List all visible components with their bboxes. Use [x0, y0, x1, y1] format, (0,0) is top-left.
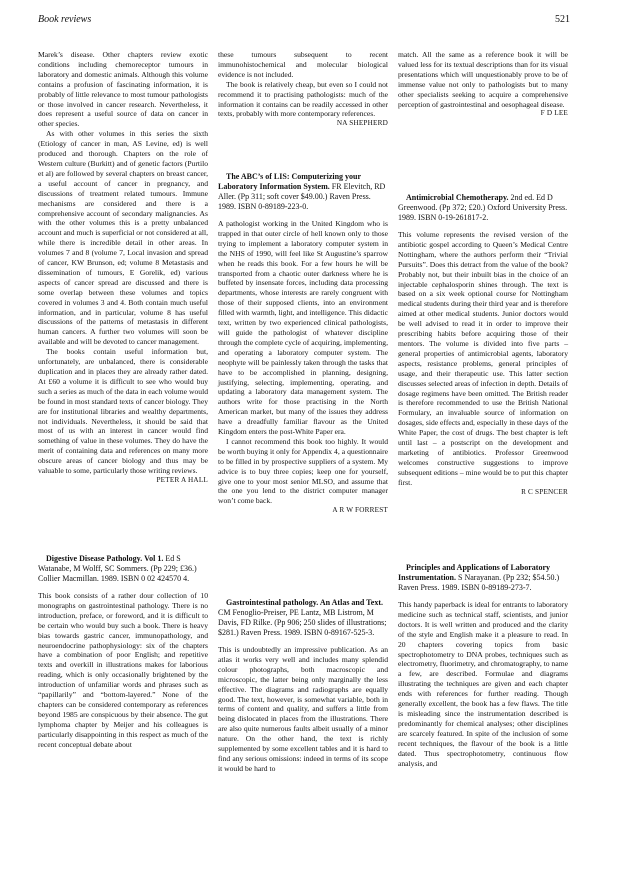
book-title: Antimicrobial Chemotherapy.	[406, 193, 509, 202]
body-paragraph: This volume represents the revised version of the antibiotic gospel according to Queen’s Medical Centre Nottingham, where the authors perform their “Trivial Pursuits”. Does this detract from the value of the book? Probably not, but their inbuilt bias in the choice of an injectable cephalosporin shines through. The text is based on a six week optional course for Nottingham medical students during their third year and is therefore aimed at other medical students. Junior doctors would be well advised to read it in order to improve their prescribing habits before acquiring those of their mentors. The volume is divided into five parts – general properties of antimicrobial agents, laboratory aspects, resistance problems, general principles of usage, and their therapeutic use. This latter section discusses selected areas of infection in depth. Details of dosage regimens have been omitted. The British reader is therefore recommended to use the British National Formulary, an invaluable source of information on dosages, side effects and, especially in these days of the White Paper, the cost of drugs. The best chapter is left until last – a postscript on the development and marketing of antibiotics. Professor Greenwood welcomes constructive suggestions to improve subsequent editions – mine would be to put this chapter first.	[398, 230, 568, 487]
book-reference: FR Elevitch, RD Aller. (Pp 311; soft cover $49.00.) Raven Press. 1989. ISBN 0-89189-223-0.	[218, 182, 386, 211]
review-heading	[38, 554, 208, 584]
review-heading	[398, 563, 568, 593]
body-paragraph: A pathologist working in the United Kingdom who is trapped in that outer circle of hell known only to those trying to implement a laboratory computer system in the NHS of 1990, will feel like St Augustine’s sparrow when he reads this book. For a few hours he will be transported from a chaotic outer darkness where he is buffeted by insensate forces, including data processing departments, whose interests are rarely congruent with those of their supposed clients, into an environment filled with warmth, light, and intelligence. This didactic text, written by two experienced clinical pathologists, will guide the pathologist of whatever discipline through the complete cycle of acquiring, implementing, and operating a laboratory computer system. The neophyte will be painlessly taken through the tasks that have to be accomplished in planning, designing, justifying, selecting, implementing, operating, and updating a laboratory data management system. The authors write for those practising in the North American market, but many of the issues they address have a dreadfully familiar flavour as the United Kingdom enters the post-White Paper era.	[218, 219, 388, 437]
body-paragraph: This is undoubtedly an impressive publication. As an atlas it works very well and includes many splendid colour photographs, both macroscopic and microscopic, the latter being only marginally the less effective. The diagrams and radiographs are equally good. The text, however, is somewhat variable, both in terms of content and quality, and suffers a little from being dislocated in places from the illustrations. There are also quite numerous faults albeit usually of a minor nature. On the other hand, the text is richly supplemented by some excellent tables and it is hard to find any serious omissions: indeed in terms of its scope it would be hard to	[218, 645, 388, 773]
book-title: Digestive Disease Pathology. Vol 1.	[46, 554, 164, 563]
book-reference: Ed S Watanabe, M Wolff, SC Sommers. (Pp 229; £36.) Collier Macmillan. 1989. ISBN 0 02 424570 4.	[38, 554, 197, 583]
review-heading	[218, 172, 388, 212]
body-paragraph: This book consists of a rather dour collection of 10 monographs on gastrointestinal pathology. There is no introduction, preface, or foreword, and it is difficult to be certain who would buy such a book. There is heavy bias towards gastric cancer, immunopathology, and neuroendocrine pathophysiology: six of the chapters have a combination of poor English; and repetitive texts and overkill in illustrations makes for laborious reading, which is only occasionally brightened by the introduction of unfamiliar words and phrases such as “papillarily” and “bottom-layered.” None of the chapters can be considered contemporary as references beyond 1985 are conspicuous by their absence. The gut lymphoma chapter by Meijer and his colleagues is particularly disappointing in this respect as much of the recent conceptual debate about	[38, 591, 208, 749]
body-paragraph: This handy paperback is ideal for entrants to laboratory medicine such as technical staff, scientists, and junior doctors. It is well written and produced and the clarity of the style and English make it a pleasure to read. In 20 chapters covering topics from basic spectrophotometry to DNA probes, techniques such as electrometry, fluorimetry, and chromatography, to name a few, are described. Formulae and diagrams illustrating the techniques are given and each chapter ends with references for further reading. Though generally excellent, the book has a few flaws. The title is misleading since the instrumentation described is predominantly for chemical analyses; other disciplines are scarcely featured. In spite of the inclusion of some recent techniques, the flavour of the book is a little dated. Thus spectrophotometry, continuous flow analysis, and	[398, 600, 568, 768]
book-reference: CM Fenoglio-Preiser, PE Lantz, MB Listrom, M Davis, FD Rilke. (Pp 906; 250 slides of illustrations; $281.) Raven Press. 1989. ISBN 0-89167-525-3.	[218, 608, 387, 637]
running-header: Book reviews	[38, 14, 92, 25]
review-heading	[218, 598, 388, 638]
column-1	[38, 50, 208, 486]
column-2-review	[218, 172, 388, 516]
column-3-review-2	[398, 563, 568, 768]
column-1-review	[38, 554, 208, 750]
book-reference: S Narayanan. (Pp 232; $54.50.) Raven Press. 1989. ISBN 0-89189-273-7.	[398, 573, 560, 592]
body-paragraph: Marek’s disease. Other chapters review exotic conditions including chemoreceptor tumours in laboratory and domestic animals. Although this volume contains a profusion of fascinating information, it is probably of little relevance to most tumour pathologists or those involved in cancer research. Nevertheless, it does represent a useful source of data on cancer in other species.	[38, 50, 208, 129]
body-paragraph: As with other volumes in this series the sixth (Etiology of cancer in man, AS Levine, ed) is well produced and thorough. Chapters on the role of Western culture (Burkitt) and of genetic factors (Purtilo et al) are followed by several chapters on breast cancer, a useful account of cancer in pregnancy, and discussions of treatment related tumours. Immune mechanisms are considered and there is a comprehensive account of secondary malignancies. As with the other volumes this is a pretty unbalanced account and much is superficial or not considered at all, while there is incredible detail in other areas. In volumes 7 and 8 (volume 7, Local invasion and spread of cancer, KW Brunson, ed; volume 8 Metastasis and dissemination of tumours, E Gorelik, ed) various aspects of cancer spread are discussed and there is some overlap between these volumes and topics covered in volumes 3 and 4. Both contain much useful information, and in particular, volume 8 has useful discussions of the patterns of metastasis in different human cancers. A further two volumes will soon be available and will be devoted to cancer management.	[38, 129, 208, 347]
body-paragraph: I cannot recommend this book too highly. It would be worth buying it only for Appendix 4, a questionnaire to be filled in by prospective suppliers of a system. My advice is to buy three copies; keep one for yourself, give one to your most senior MLSO, and assume that the one you lend to the district computer manager won’t come back.	[218, 436, 388, 506]
page-number: 521	[555, 14, 570, 25]
body-paragraph: match. All the same as a reference book it will be valued less for its textual descriptions than for its visual presentations which will unquestionably prove to be of immense value not only to pathologists but to many other specialists seeking to acquire a comprehensive perception of gastrointestinal and oesophageal disease.	[398, 50, 568, 109]
book-title: Gastrointestinal pathology. An Atlas and Text.	[226, 598, 383, 607]
book-title: The ABC’s of LIS: Computerizing your Laboratory Information System.	[218, 172, 361, 191]
reviewer-signature: F D LEE	[540, 109, 568, 118]
column-2-review-2	[218, 598, 388, 774]
reviewer-signature: A R W FORREST	[332, 506, 388, 515]
column-3-review	[398, 193, 568, 497]
body-paragraph: these tumours subsequent to recent immunohistochemical and molecular biological evidence is not included.	[218, 50, 388, 79]
reviewer-signature: PETER A HALL	[156, 475, 208, 484]
book-reference: 2nd ed. Ed D Greenwood. (Pp 372; £20.) Oxford University Press. 1989. ISBN 0-19-261817-2.	[398, 193, 568, 222]
book-title: Principles and Applications of Laboratory Instrumentation.	[398, 563, 551, 582]
reviewer-signature: NA SHEPHERD	[336, 119, 388, 128]
reviewer-signature: R C SPENCER	[521, 487, 568, 496]
body-paragraph: The book is relatively cheap, but even so I could not recommend it to practising pathologists: much of the information it contains can be readily accessed in other texts, probably with more contemporary references.	[218, 79, 388, 119]
review-heading	[398, 193, 568, 223]
body-paragraph: The books contain useful information but, unfortunately, are unbalanced, there is considerable duplication and in places they are already rather dated. At £60 a volume it is difficult to see who would buy such a series as much of the data in each volume would be found in most standard texts of cancer biology. They are for institutional libraries and wealthy departments, not individuals. Nevertheless, it should be said that most of us with an interest in cancer would find something of value in these volumes. They do have the merit of containing data and references on many more obscure areas of cancer biology and thus may be valuable to some, particularly those writing reviews.	[38, 347, 208, 476]
column-3	[398, 50, 568, 119]
column-2	[218, 50, 388, 129]
